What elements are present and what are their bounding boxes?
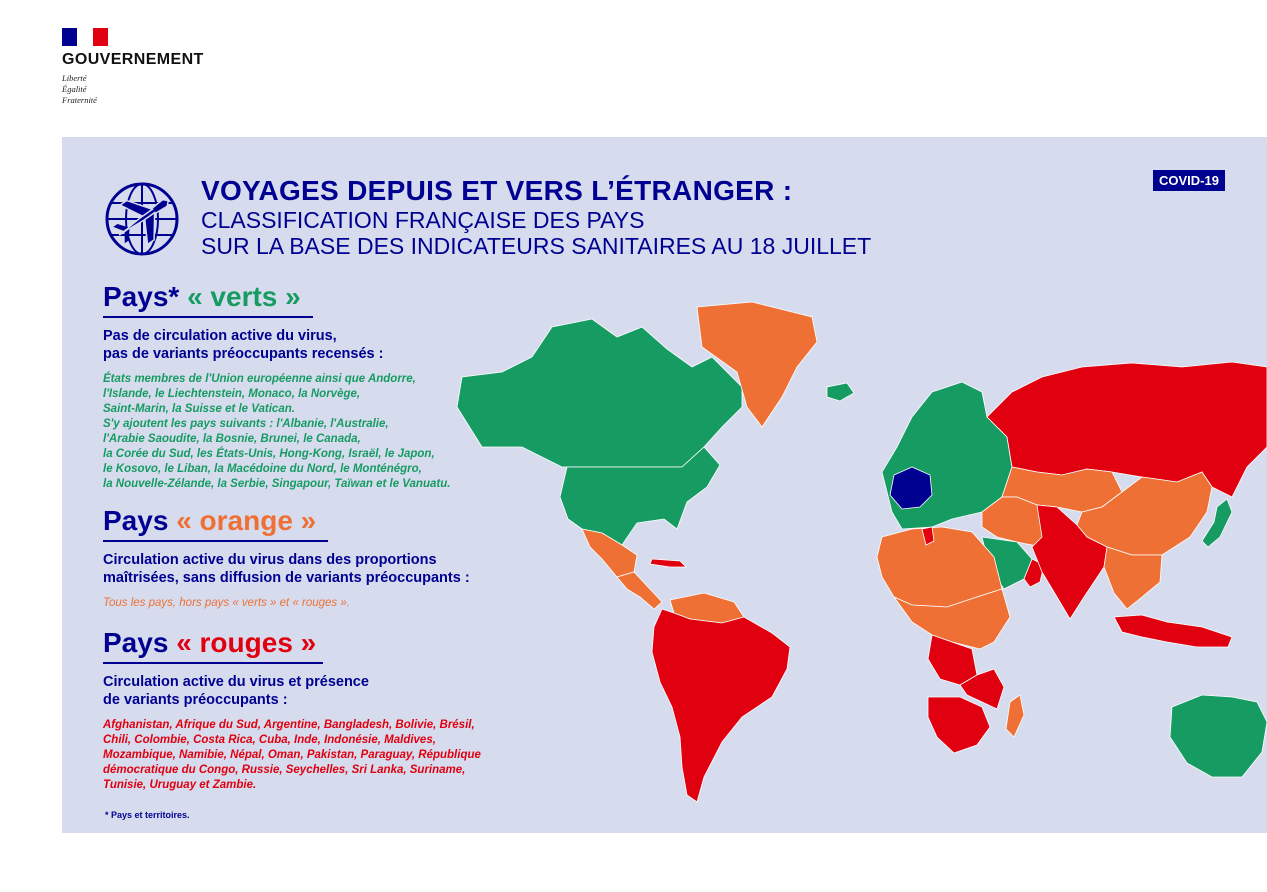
desc-line: Pas de circulation active du virus, <box>103 328 337 344</box>
section-red-prefix: Pays <box>103 627 169 658</box>
list-line: S'y ajoutent les pays suivants : l'Albanie, l'Australie, <box>103 418 389 430</box>
section-orange-label: « orange » <box>176 505 317 536</box>
motto-liberte: Liberté <box>62 73 87 83</box>
region-central-america <box>617 572 662 609</box>
government-name: GOUVERNEMENT <box>62 51 204 68</box>
covid-badge: COVID-19 <box>1153 170 1225 191</box>
region-southeast-asia <box>1104 547 1162 609</box>
list-line: Tunisie, Uruguay et Zambie. <box>103 779 257 791</box>
footnote: * Pays et territoires. <box>105 810 190 820</box>
desc-line: pas de variants préoccupants recensés : <box>103 346 384 362</box>
list-line: Mozambique, Namibie, Népal, Oman, Pakistan, Paraguay, République <box>103 749 481 761</box>
section-red-label: « rouges » <box>176 627 317 658</box>
section-orange-prefix: Pays <box>103 505 169 536</box>
desc-line: Circulation active du virus dans des proportions <box>103 552 437 568</box>
motto-egalite: Égalité <box>62 84 87 94</box>
infographic-panel <box>62 137 1267 833</box>
section-red-rule <box>103 662 323 664</box>
list-line: Tous les pays, hors pays « verts » et « rouges ». <box>103 597 350 609</box>
desc-line: Circulation active du virus et présence <box>103 674 369 690</box>
republic-motto <box>62 73 204 106</box>
section-orange-rule <box>103 540 328 542</box>
region-south-america <box>652 609 790 802</box>
government-logo <box>62 28 204 106</box>
section-green-label: « verts » <box>187 281 301 312</box>
list-line: la Nouvelle-Zélande, la Serbie, Singapour, Taïwan et le Vanuatu. <box>103 478 451 490</box>
region-southern-africa <box>928 697 990 753</box>
list-line: démocratique du Congo, Russie, Seychelles, Sri Lanka, Suriname, <box>103 764 466 776</box>
list-line: Afghanistan, Afrique du Sud, Argentine, Bangladesh, Bolivie, Brésil, <box>103 719 475 731</box>
region-iceland <box>827 383 854 401</box>
list-line: la Corée du Sud, les États-Unis, Hong-Kong, Israël, le Japon, <box>103 448 435 460</box>
list-line: États membres de l'Union européenne ainsi que Andorre, <box>103 373 416 385</box>
page-title: VOYAGES DEPUIS ET VERS L’ÉTRANGER : <box>201 175 793 206</box>
region-cuba <box>650 559 686 567</box>
list-line: l'Islande, le Liechtenstein, Monaco, la Norvège, <box>103 388 361 400</box>
subtitle-line-2: SUR LA BASE DES INDICATEURS SANITAIRES AU 18 JUILLET <box>201 233 872 259</box>
globe-airplane-icon <box>104 181 180 257</box>
french-flag-icon <box>62 28 108 46</box>
section-green-rule <box>103 316 313 318</box>
list-line: Chili, Colombie, Costa Rica, Cuba, Inde, Indonésie, Maldives, <box>103 734 436 746</box>
world-map <box>442 297 1267 807</box>
list-line: le Kosovo, le Liban, la Macédoine du Nord, le Monténégro, <box>103 463 422 475</box>
header <box>201 175 871 259</box>
list-line: l'Arabie Saoudite, la Bosnie, Brunei, le Canada, <box>103 433 361 445</box>
region-madagascar <box>1006 695 1024 737</box>
desc-line: maîtrisées, sans diffusion de variants préoccupants : <box>103 570 470 586</box>
region-australia <box>1170 695 1267 777</box>
subtitle-line-1: CLASSIFICATION FRANÇAISE DES PAYS <box>201 207 645 233</box>
list-line: Saint-Marin, la Suisse et le Vatican. <box>103 403 295 415</box>
region-indonesia <box>1114 615 1232 647</box>
motto-fraternite: Fraternité <box>62 95 97 105</box>
region-canada <box>457 319 742 467</box>
desc-line: de variants préoccupants : <box>103 692 288 708</box>
section-green-prefix: Pays* <box>103 281 180 312</box>
